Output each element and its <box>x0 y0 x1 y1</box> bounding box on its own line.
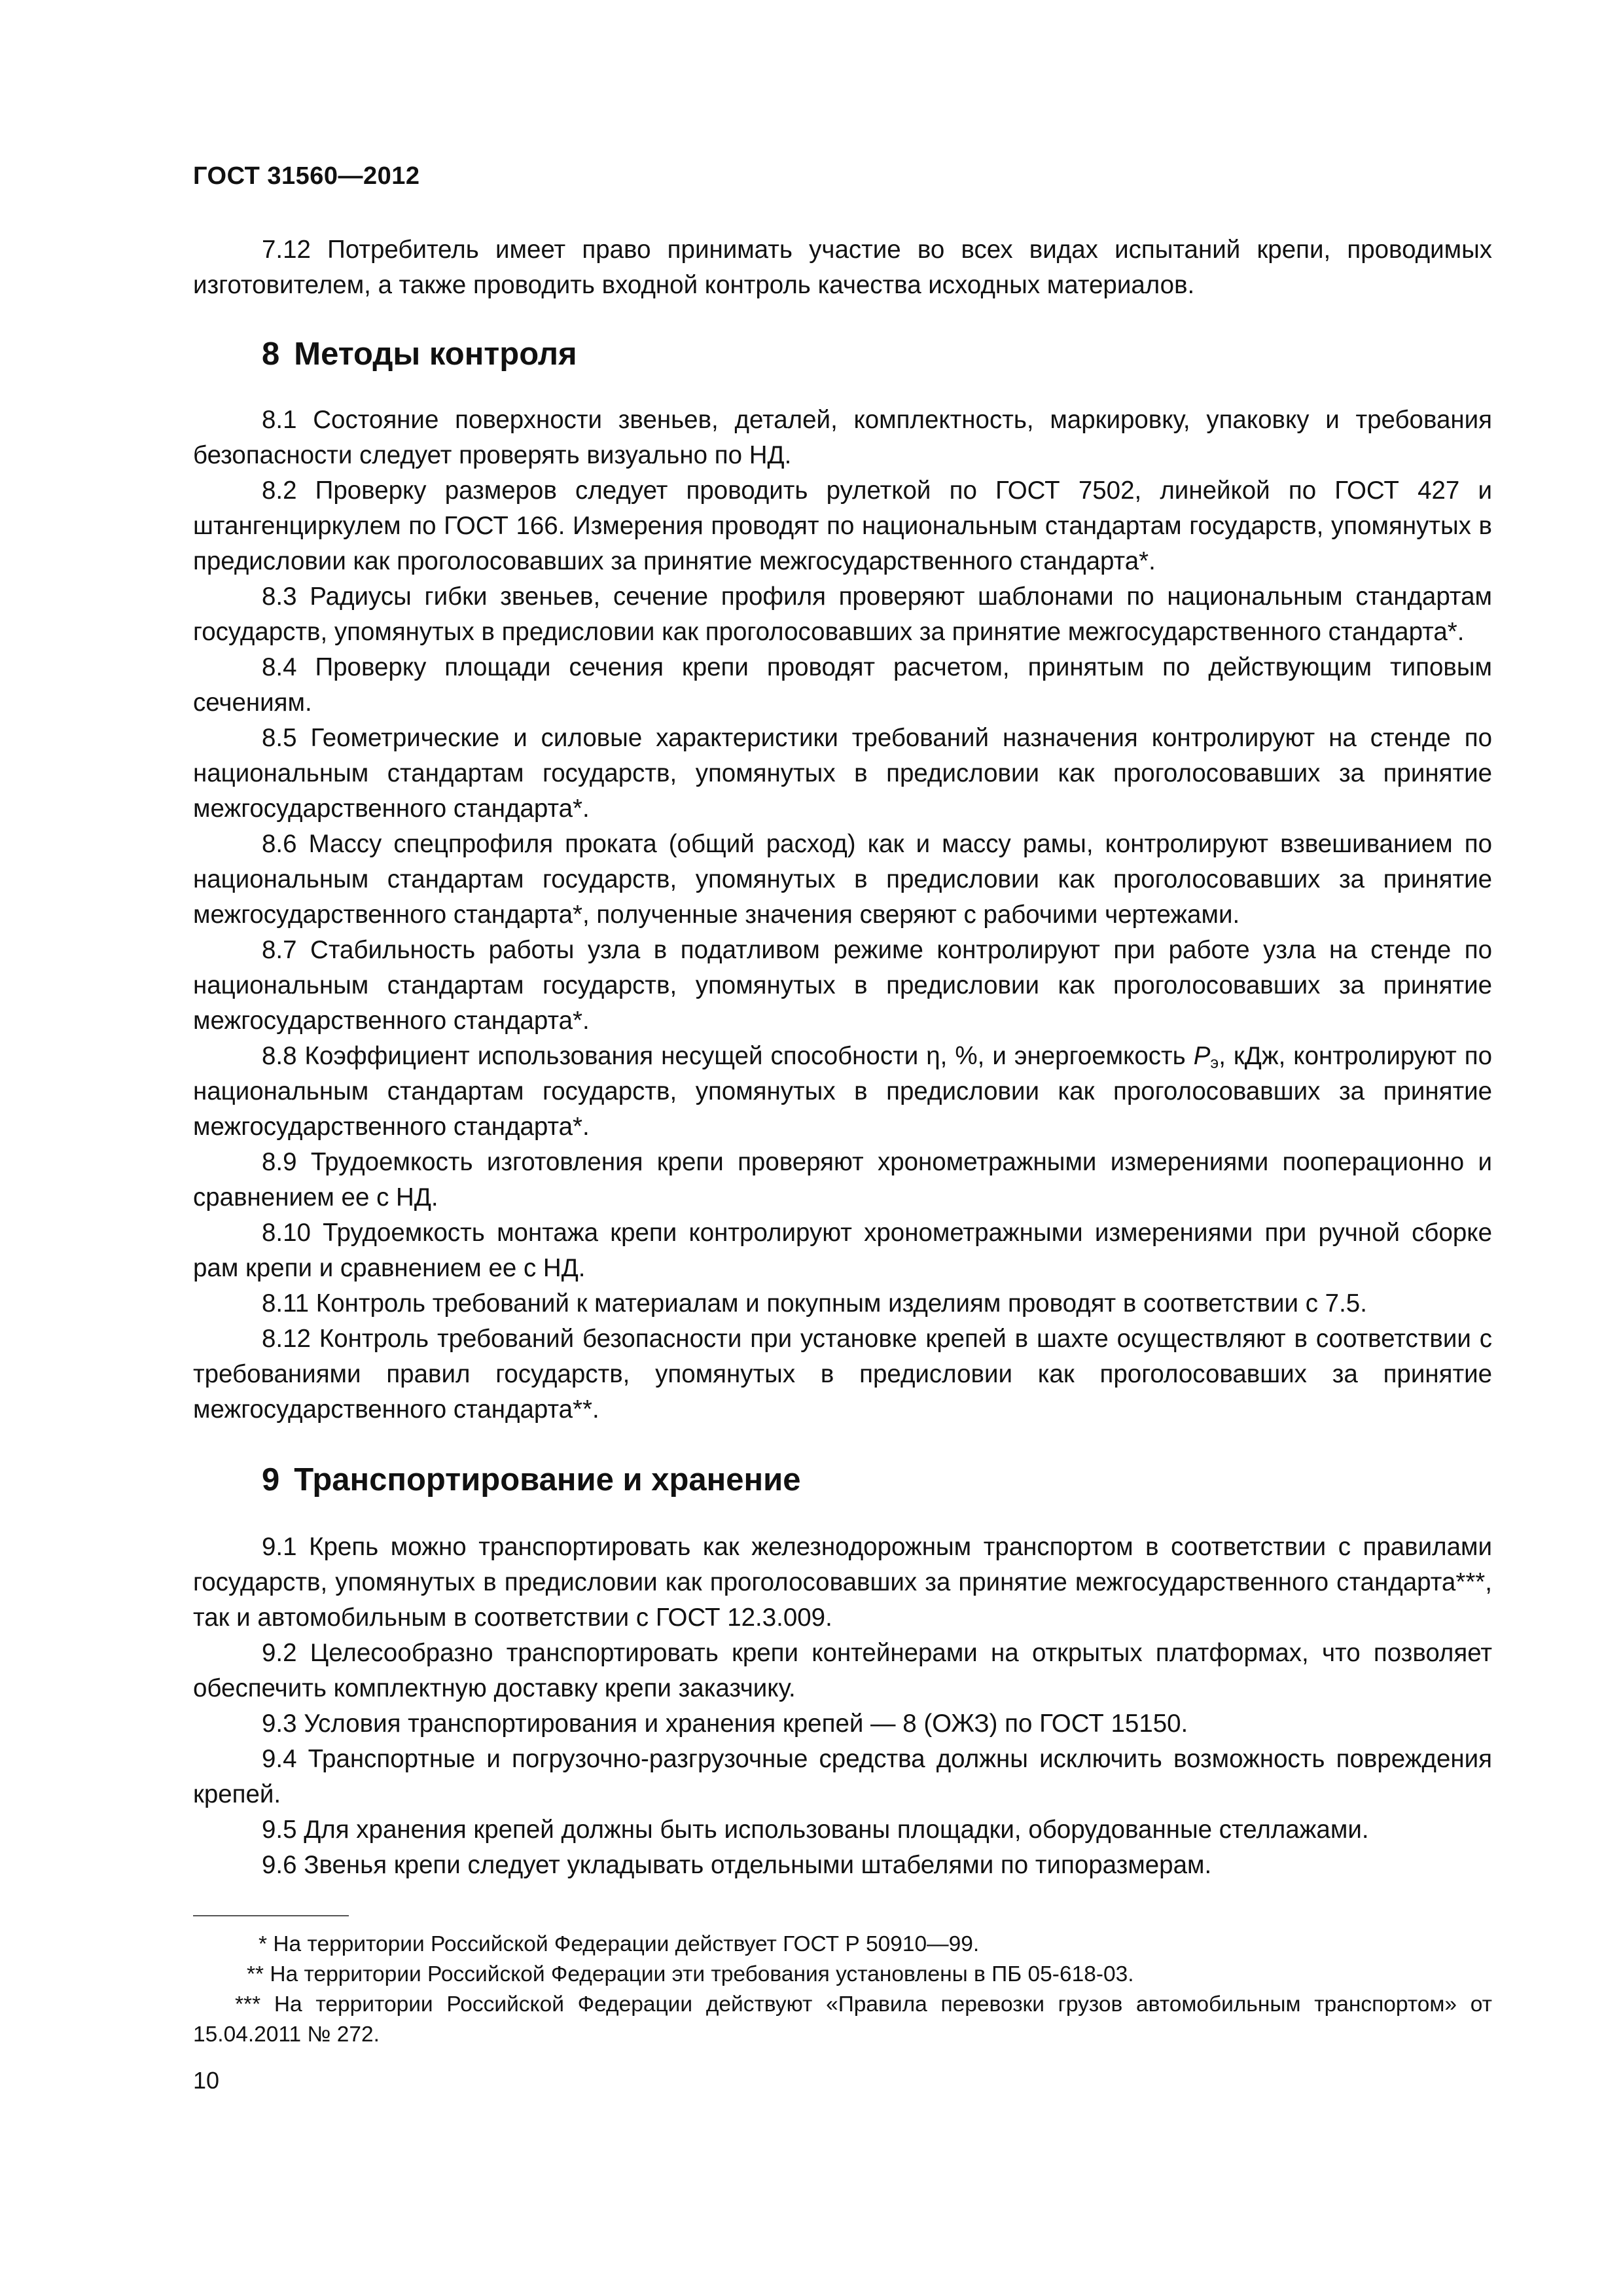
energy-symbol: P <box>1193 1042 1211 1070</box>
paragraph-9-3: 9.3 Условия транспортирования и хранения крепей — 8 (ОЖЗ) по ГОСТ 15150. <box>262 1710 1188 1738</box>
paragraph-8-8-part-c: , кДж, контролируют по национальным стандартам государств, упомянутых в предисловии как проголосовавших за принятие межгосударственного стандарта*. <box>193 1042 1492 1141</box>
paragraph-8-7: 8.7 Стабильность работы узла в податливом режиме контролируют при работе узла на стенде по национальным стандартам государств, упомянутых в предисловии как проголосовавших за принятие межгосударственного стандарта*. <box>193 936 1492 1035</box>
footnotes <box>193 1929 1492 2050</box>
footnote-divider <box>193 1915 349 1916</box>
section-8-heading <box>193 334 1492 374</box>
paragraph-8-2: 8.2 Проверку размеров следует проводить рулеткой по ГОСТ 7502, линейкой по ГОСТ 427 и штангенциркулем по ГОСТ 166. Измерения проводят по национальным стандартам государств, упомянутых в предисловии как проголосовавших за принятие межгосударственного стандарта*. <box>193 476 1492 575</box>
energy-subscript: э <box>1210 1054 1219 1072</box>
section-9-title: Транспортирование и хранение <box>294 1462 801 1498</box>
page-content <box>193 232 1492 1883</box>
footnote-3: *** На территории Российской Федерации действуют «Правила перевозки грузов автомобильным транспортом» от 15.04.2011 № 272. <box>193 1992 1492 2047</box>
section-8-number: 8 <box>262 336 280 372</box>
page-number: 10 <box>193 2067 220 2094</box>
paragraph-8-11: 8.11 Контроль требований к материалам и покупным изделиям проводят в соответствии с 7.5. <box>262 1289 1367 1318</box>
paragraph-8-9: 8.9 Трудоемкость изготовления крепи проверяют хронометражными измерениями пооперационно и сравнением ее с НД. <box>193 1148 1492 1211</box>
paragraph-8-5: 8.5 Геометрические и силовые характеристики требований назначения контролируют на стенде по национальным стандартам государств, упомянутых в предисловии как проголосовавших за принятие межгосударственного стандарта*. <box>193 724 1492 823</box>
paragraph-8-1: 8.1 Состояние поверхности звеньев, деталей, комплектность, маркировку, упаковку и требования безопасности следует проверять визуально по НД. <box>193 406 1492 469</box>
document-header: ГОСТ 31560—2012 <box>193 162 420 190</box>
paragraph-8-8-part-a: 8.8 Коэффициент использования несущей способности <box>262 1042 927 1070</box>
paragraph-8-8-part-b: , %, и энергоемкость <box>940 1042 1194 1070</box>
footnote-1: * На территории Российской Федерации действует ГОСТ Р 50910—99. <box>259 1932 980 1956</box>
paragraph-9-6: 9.6 Звенья крепи следует укладывать отдельными штабелями по типоразмерам. <box>262 1851 1212 1879</box>
paragraph-9-1: 9.1 Крепь можно транспортировать как железнодорожным транспортом в соответствии с правилами государств, упомянутых в предисловии как проголосовавших за принятие межгосударственного стандарта***, так и автомобильным в соответствии с ГОСТ 12.3.009. <box>193 1533 1492 1632</box>
eta-symbol: η <box>926 1042 940 1070</box>
paragraph-8-8 <box>193 1039 1492 1145</box>
section-8-title: Методы контроля <box>294 336 577 372</box>
footnote-2: ** На территории Российской Федерации эти требования установлены в ПБ 05-618-03. <box>247 1962 1134 1986</box>
paragraph-8-6: 8.6 Массу спецпрофиля проката (общий расход) как и массу рамы, контролируют взвешиванием по национальным стандартам государств, упомянутых в предисловии как проголосовавших за принятие межгосударственного стандарта*, полученные значения сверяют с рабочими чертежами. <box>193 830 1492 929</box>
paragraph-8-10: 8.10 Трудоемкость монтажа крепи контролируют хронометражными измерениями при ручной сборке рам крепи и сравнением ее с НД. <box>193 1219 1492 1282</box>
section-9-heading <box>193 1460 1492 1499</box>
paragraph-9-5: 9.5 Для хранения крепей должны быть использованы площадки, оборудованные стеллажами. <box>262 1816 1369 1844</box>
paragraph-7-12: 7.12 Потребитель имеет право принимать участие во всех видах испытаний крепи, проводимых изготовителем, а также проводить входной контроль качества исходных материалов. <box>193 236 1492 299</box>
paragraph-9-2: 9.2 Целесообразно транспортировать крепи контейнерами на открытых платформах, что позволяет обеспечить комплектную доставку крепи заказчику. <box>193 1639 1492 1702</box>
paragraph-8-3: 8.3 Радиусы гибки звеньев, сечение профиля проверяют шаблонами по национальным стандартам государств, упомянутых в предисловии как проголосовавших за принятие межгосударственного стандарта*. <box>193 583 1492 646</box>
paragraph-9-4: 9.4 Транспортные и погрузочно-разгрузочные средства должны исключить возможность повреждения крепей. <box>193 1745 1492 1808</box>
paragraph-8-12: 8.12 Контроль требований безопасности при установке крепей в шахте осуществляют в соответствии с требованиями правил государств, упомянутых в предисловии как проголосовавших за принятие межгосударственного стандарта**. <box>193 1325 1492 1424</box>
section-9-number: 9 <box>262 1462 280 1498</box>
paragraph-8-4: 8.4 Проверку площади сечения крепи проводят расчетом, принятым по действующим типовым сечениям. <box>193 653 1492 717</box>
